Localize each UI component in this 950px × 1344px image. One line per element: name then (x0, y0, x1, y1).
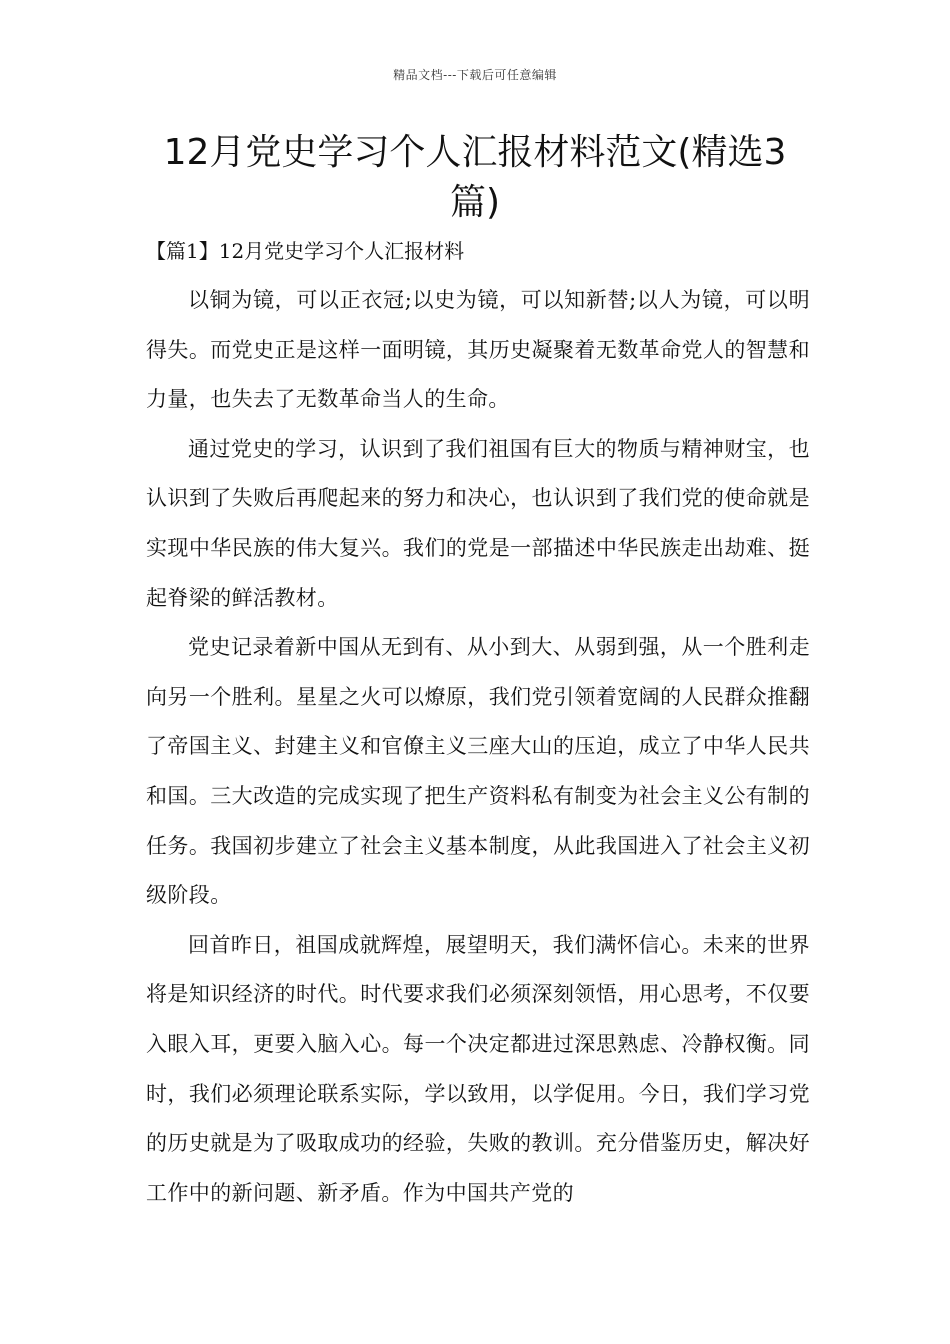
body-text (146, 276, 810, 1218)
section-heading: 【篇1】12月党史学习个人汇报材料 (146, 239, 465, 263)
paragraph: 回首昨日，祖国成就辉煌，展望明天，我们满怀信心。未来的世界将是知识经济的时代。时代要求我们必须深刻领悟，用心思考，不仅要入眼入耳，更要入脑入心。每一个决定都进过深思熟虑、冷静权衡。同时，我们必须理论联系实际，学以致用，以学促用。今日，我们学习党的历史就是为了吸取成功的经验，失败的教训。充分借鉴历史，解决好工作中的新问题、新矛盾。作为中国共产党的 (146, 932, 810, 1205)
document-title: 12月党史学习个人汇报材料范文(精选3篇) (163, 132, 787, 223)
header-note: 精品文档---下载后可任意编辑 (393, 68, 557, 82)
paragraph: 通过党史的学习，认识到了我们祖国有巨大的物质与精神财宝，也认识到了失败后再爬起来的努力和决心，也认识到了我们党的使命就是实现中华民族的伟大复兴。我们的党是一部描述中华民族走出劫难、挺起脊梁的鲜活教材。 (146, 436, 810, 610)
paragraph: 以铜为镜，可以正衣冠;以史为镜，可以知新替;以人为镜，可以明得失。而党史正是这样一面明镜，其历史凝聚着无数革命党人的智慧和力量，也失去了无数革命当人的生命。 (146, 288, 810, 412)
paragraph: 党史记录着新中国从无到有、从小到大、从弱到强，从一个胜利走向另一个胜利。星星之火可以燎原，我们党引领着宽阔的人民群众推翻了帝国主义、封建主义和官僚主义三座大山的压迫，成立了中华人民共和国。三大改造的完成实现了把生产资料私有制变为社会主义公有制的任务。我国初步建立了社会主义基本制度，从此我国进入了社会主义初级阶段。 (146, 635, 810, 908)
